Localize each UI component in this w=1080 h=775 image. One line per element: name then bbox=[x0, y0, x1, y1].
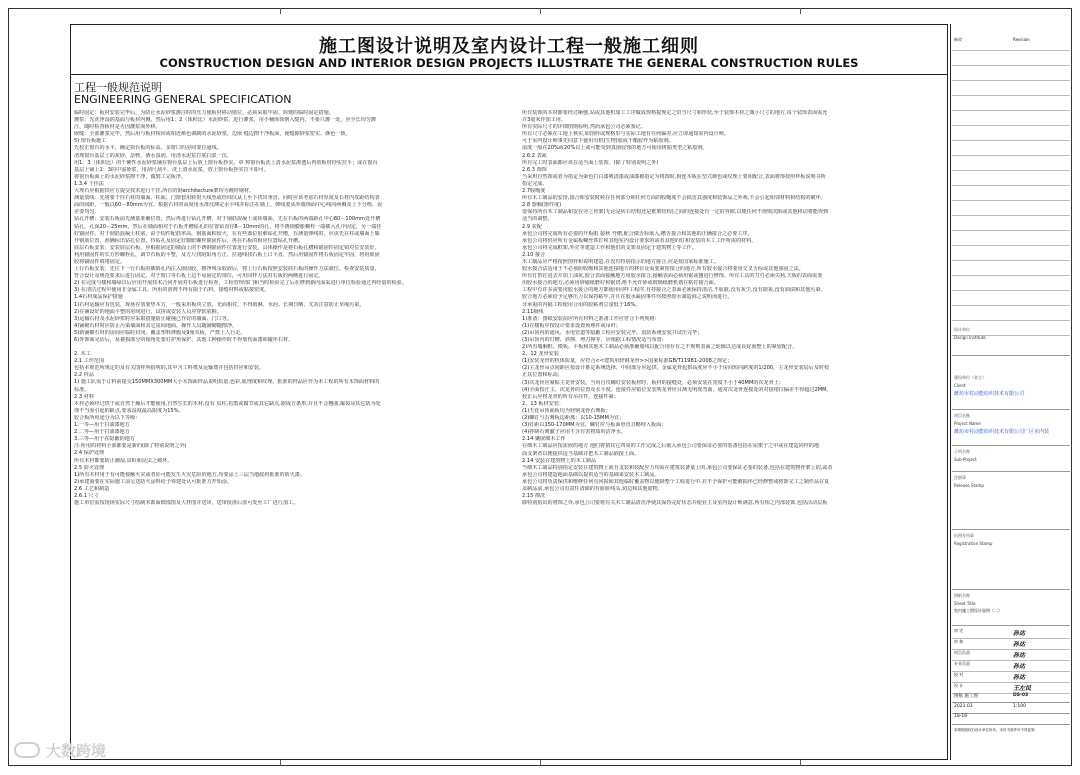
spec-line: 2. 木工 bbox=[74, 351, 91, 358]
stamp-label: 注册章 bbox=[954, 475, 966, 480]
date-row bbox=[952, 703, 1070, 714]
spec-line: 2.3 材料 bbox=[74, 393, 94, 400]
signature-row bbox=[952, 650, 1070, 661]
client-label: 建设单位（业主） bbox=[954, 375, 986, 380]
date-value: 2021.03 bbox=[954, 704, 973, 709]
spec-line: 1)所有木材用于有可能接触火灾或者证可能发生火灾危险的地方,均要涂上三层当地政府批准的防火漆。 bbox=[74, 471, 305, 478]
spec-line: 承包公司将完成所有必要的开板眼 接秋 开槽,配合做舌标嵌入,槽舌接合和其他的正确接合之必要工序。 bbox=[522, 230, 753, 237]
spec-line: 当采用自然饰或者为指定为染色打白漆喷清漆或油漆被指定为将饰时,相连木板在型式颜色或纹理上要相配合,表面将饰按照样板说明书所 bbox=[522, 173, 826, 180]
spec-line: (2)螺钉与石膏板边距离：以10-15MM为宜； bbox=[522, 415, 625, 422]
section-heading-en: ENGINEERING GENERAL SPECIFICATION bbox=[74, 93, 292, 106]
revision-row bbox=[952, 186, 1070, 201]
spec-line: 承包公司将完成框架,外壳等建造工作和他们的支架及固定于建筑物上等工作。 bbox=[522, 244, 697, 251]
designer-label: 设计单位 bbox=[954, 327, 970, 332]
spec-line: 2.14 安装在建筑物上的木工制品 bbox=[522, 457, 597, 464]
spec-line: 3.三等—用于在隐蔽的地方 bbox=[74, 436, 135, 443]
stage-label: 图纸 施工图 bbox=[954, 694, 978, 699]
client-cell bbox=[952, 374, 1070, 410]
spec-line: (3)钉距以150-170MM为宜，螺钉应与板面垂直且略埋入板面； bbox=[522, 422, 667, 429]
signature-row bbox=[952, 661, 1070, 672]
page-value: 18-16 bbox=[954, 714, 968, 719]
spec-line: 2.10 接合 bbox=[522, 251, 546, 258]
spec-column-right bbox=[522, 110, 946, 758]
spec-line: 所有实际尺寸的详细图则标明,然而承包公司必须鉴记。 bbox=[522, 124, 646, 131]
spec-line: (1)在楼板中按设计要求设置预埋件或吊杆； bbox=[522, 322, 621, 329]
watermark-logo-icon bbox=[14, 742, 40, 758]
spec-line: 基层上铺上1：3的中湿砂浆，用刮尺刮平，洗上清水泥浆，放上窗台板抄实拉平即可。 bbox=[74, 166, 269, 173]
spec-line: 2.6 工艺和制造 bbox=[74, 485, 110, 492]
signature-row bbox=[952, 672, 1070, 683]
frame-tick bbox=[800, 760, 801, 766]
signature-row bbox=[952, 639, 1070, 650]
drawing-number: DS-03 bbox=[1013, 693, 1029, 698]
spec-line: 正其位置和标高； bbox=[522, 372, 563, 379]
spec-line: 除特别指出的将饰之外,承包公司要将有关木工制品清洗净使其保持完好状态并使业主及室内设计师满意,所有相之内部装饰,包括活动层板 bbox=[522, 500, 828, 507]
revision-row bbox=[952, 291, 1070, 306]
registration-label: 出图专用章 bbox=[954, 533, 974, 538]
spec-line: 承包公司将供应所有金属板螺丝铁钉和其他室内设计要求的或者其他的钉和安装的木工工作所需的材料。 bbox=[522, 237, 757, 244]
project-cell bbox=[952, 412, 1070, 446]
spec-line: 在细木工制品应按需嵌的地方 他们将猜其它四周的工作完成之后嵌入承包公司要保证必要的装备包括在屋架子之中或在建造同样的地 bbox=[522, 443, 820, 450]
spec-line: 2.14 镶嵌细木工作 bbox=[522, 436, 566, 443]
spec-line: 1.3.4 干挂法 bbox=[74, 180, 104, 187]
spec-line: 测量放线：先将要干挂石材的墙面、柱面、门窗套用转射大线坠或经纬仪从上至下找出垂直。同时应该考虑石材厚度及石材内皮距结构表 bbox=[74, 195, 380, 202]
revision-row bbox=[952, 51, 1070, 66]
title-divider bbox=[70, 74, 948, 75]
spec-line: 理不当而引起的缺点,要求湿度最高限度为15%。 bbox=[74, 407, 184, 414]
spec-line: 2.9 装配 bbox=[522, 223, 542, 230]
revision-header-en: Revision bbox=[1013, 37, 1030, 42]
spec-line: 胶合板所用途分为以下等级： bbox=[74, 414, 141, 421]
spec-line: 所有装饰的木材都要经过砸刨,钻或其他机加工工序做成规格提规定之恰当尺寸和形状,至于装饰木材之微小尺寸的地方,每个装饰表面需允 bbox=[522, 110, 828, 116]
signature: 孙达 bbox=[1013, 630, 1026, 637]
spec-line: 2.15 擦洗 bbox=[522, 493, 546, 500]
spec-line: 2.二等—用于扫油漆地方 bbox=[74, 429, 130, 436]
spec-line: 注，随时检查板材是否因灌浆而外移。 bbox=[74, 124, 161, 131]
spec-line: 胶水接合法适用于不必预防收缩和其他连接地方的移位及需要紧密接合的地方,所有胶水接合将要用交叉舌标或其他加固之法。 bbox=[522, 266, 804, 273]
spec-line: (3)次龙骨应紧贴主龙骨安装。当用自攻螺钉安装板材时，板材的接缝处，必须安装在宽度不小于40MM的次龙骨上； bbox=[522, 379, 784, 386]
signature-role: 设 计 bbox=[954, 683, 964, 688]
spec-line: 用1：3（体积比）的干硬性水泥砂浆铺在窗台基层上后放上窗台板抄实，章 掉窗台板洗上清水泥浆渗透后再放板材抄实拉平；或在窗台 bbox=[74, 159, 378, 166]
spec-line: 2.6.3 饰饰 bbox=[522, 166, 547, 173]
revision-row bbox=[952, 306, 1070, 321]
revision-row bbox=[952, 171, 1070, 186]
spec-line: 4)铺砌石材时应防止污染墙面和其它房间地面，操作人员随铺砌随擦净。 bbox=[74, 322, 238, 329]
signature-role: 专业负责 bbox=[954, 661, 970, 666]
spec-line: (4)全面校正主、次龙骨的位置及水平度。连接件应错位安装明龙骨应目测无明现弯曲，通常次龙骨连接处的对接错位偏差不得超过2MM。 bbox=[522, 386, 832, 393]
spec-line: 注:所用的材料全部都要是新的(除了特别说明之外) bbox=[74, 443, 187, 450]
spec-column-left bbox=[74, 110, 498, 758]
section-heading-cn: 工程一般规范说明 bbox=[74, 81, 162, 94]
spec-line: 底层石板安装：安装底层石板，应根据固定的墙面上的不锈钢锚固件位置进行安装，具体操作是将石板孔槽和锚固件固定销对位安装好， bbox=[74, 244, 380, 251]
spec-line: (1)天花吊顶面板均为轻钢龙骨石膏板； bbox=[522, 407, 611, 414]
spec-line: 符合设计及规范要求后进行固定，对于窗口等石板上边不易固定的部位，可用同样方法对石板的两侧进行固定。 bbox=[74, 273, 324, 280]
subproject-cell bbox=[952, 448, 1070, 472]
signature-role: 项目负责 bbox=[954, 650, 970, 655]
spec-line: 将窗台板面上的水泥砂浆擦干净，做到工完板净。 bbox=[74, 173, 187, 180]
sheet-title-cell bbox=[952, 592, 1070, 626]
page-subtitle: CONSTRUCTION DESIGN AND INTERIOR DESIGN PROJECTS ILLUSTRATE THE GENERAL CONSTRUCTION RULES bbox=[159, 56, 859, 70]
frame-tick bbox=[540, 8, 541, 14]
spec-line: 开钢筋位置，准确标出钻孔位置，待钻孔及固定好膨胀螺栓锚固件后，再在石板的相应位置钻孔开槽。 bbox=[74, 237, 304, 244]
spec-line: 1.4石材成品保护措施 bbox=[74, 294, 123, 301]
spec-line: 利用锚固件的长方形螺栓孔，调节石板的平整，及方尺找阴阳角方正，拉通线找石板上口平直，然后用锚固件将石板固定牢固，将用嵌固 bbox=[74, 251, 380, 258]
spec-line: 差要均匀。 bbox=[74, 209, 100, 216]
spec-line: 包括本规范所规定的及有关图样所指明的,其中含工料费及运输费并包括供应和安装。 bbox=[74, 365, 265, 372]
spec-line: 先校正窗台的水平，确定窗台板的标高，多窗口的房间要拉通线。 bbox=[74, 145, 222, 152]
footer-note bbox=[952, 727, 1070, 747]
spec-line: 2.6.1 尺寸 bbox=[74, 492, 99, 499]
spec-line: (4)拌制石膏腻子应用不含有害物质的洁净水。 bbox=[522, 429, 626, 436]
spec-line: 木工制品应严格按照图样和说明建造,在没有特别指示的地方接合,应是按国家标准施工。 bbox=[522, 258, 719, 265]
spec-line: 1)准备：图纸安装前应所有材料之准备工作应符合下列规格： bbox=[522, 315, 660, 322]
spec-line: 清理窗台基层上的灰砂、杂物，洒水湿润，用清水泥浆打底扫浆一次。 bbox=[74, 152, 232, 159]
spec-line: 2.5 防火处理 bbox=[74, 464, 105, 471]
signature: 王左民 bbox=[1013, 685, 1032, 692]
spec-line: 2.1 工作范围 bbox=[74, 358, 105, 365]
frame-tick bbox=[800, 8, 801, 14]
signature-table bbox=[952, 628, 1070, 694]
client-value: 潍坊市村动能纺织技术有限公司 bbox=[954, 391, 1025, 397]
spec-line: 所有完工时表面都应该在适当面上装饰。(除了特别说明之外) bbox=[522, 159, 659, 166]
spec-line: 灌浆：先洗净湿润基面与板材内侧，然后用1：2（体积比）水泥砂浆，进行灌浆，用小桶徐徐倒入缝内，不要只灌一处，应全长均匀灌 bbox=[74, 117, 376, 124]
spec-line: 2.8 器顺(器件度) bbox=[522, 202, 562, 209]
registration-cell bbox=[952, 532, 1070, 590]
spec-line: 2) 在完成与楼和墙绿以后应用开展技术合同开展对石板进行检查，工程管理部门和当时检验完了后在修到新内面采进行单位检验通过再经量的检验。 bbox=[74, 280, 407, 287]
spec-line: 标准。 bbox=[74, 386, 90, 393]
spec-line: 2.6.2 表面 bbox=[522, 152, 547, 159]
spec-line: 所有钉帮钉进去并加上油灰,胶合表面接触地方用胶水接合,接触表面必须用锯或刨进行修饰。所有工具的刀刃必须尖利,夫板的表面需要 bbox=[522, 273, 823, 280]
spec-line: 1) 施工队需于订料前提交150MMX300MM大小木饰面样品说明质量,色彩,肌理度和纹理。批准的样品应作为本工程的所有木饰面材料的 bbox=[74, 379, 380, 386]
spec-line: 面的间距，一般以60－80mm为宜。根据石材的高度用水准仪测定水平线并标注在墙上，弹线要从外墙饰面中心线向两侧及上下分格，误 bbox=[74, 202, 383, 209]
spec-line: 钻孔开槽：安装石板前先测量准确位置，然后再进行钻孔开槽，对于钢筋混凝土或砖墙面，先在石板的两端距孔中心80－100mm处开槽 bbox=[74, 216, 381, 223]
page-row bbox=[952, 714, 1070, 725]
spec-line: 6)外饰面完活后，易被损部分的棱角处要钉护角保护，其他工种操作时不得划伤面漆和碰坏石材。 bbox=[74, 337, 294, 343]
revision-row bbox=[952, 111, 1070, 126]
spec-line: 许3毫米作加工用。 bbox=[522, 117, 566, 124]
spec-line: 盖制品前,承包公司有责任清除的有脏脏线头,切边和其他废物。 bbox=[522, 485, 663, 492]
stamp-label-en: Release Stamp bbox=[954, 483, 984, 488]
signature-role: 审 定 bbox=[954, 628, 964, 633]
project-label: 项目名称 bbox=[954, 413, 970, 418]
spec-line: 当细木工制品特别指定安装在建筑物上而且支装和装配应力均需在建筑装备量上的,承包公司要保证必要的装备,包括在建筑物骨架上的,或者 bbox=[522, 464, 833, 471]
spec-line: (2)吊顶内的通风、水电管道等隐蔽工程应安装完毕，消防系统安装并试压完毕； bbox=[522, 329, 703, 336]
sheet-title-label: 图纸名称 bbox=[954, 593, 970, 598]
spec-line: 所有木工制品的安排,接合和安装时候在任何部分和任何方面的收缩度不会损害其强度和装饰品之外观,不会引起相邻材料和结构的破坏。 bbox=[522, 195, 826, 202]
client-label-en: Client bbox=[954, 383, 966, 388]
spec-line: (2)主龙骨吊点间距应按设计推定系统选择，中间部分应起拱，金属龙骨起拱高度应不小于房间短向跨度的1/200，主龙骨安装局后及时校 bbox=[522, 365, 830, 372]
signature-row bbox=[952, 628, 1070, 639]
spec-line: 临时固定：板材安装完毕后，为防止水泥砂浆灌注时的压力使板材移动错位，必须采取牢固、简便的临时固定措施。 bbox=[74, 110, 334, 116]
revision-row bbox=[952, 276, 1070, 291]
frame-tick bbox=[540, 760, 541, 766]
revision-row bbox=[952, 246, 1070, 261]
spec-line: 5)新铺砌石材的房间应临时封闭，覆盖塑料薄膜及9厘夹板，严禁上人行走。 bbox=[74, 329, 246, 336]
spec-line: 嵌缝：全部灌浆完毕，然后用与板材相同或相近颜色调制的水泥砂浆，边嵌 缝边擦干净板面，使缝隙砂浆密实、颜色一致。 bbox=[74, 131, 351, 138]
spec-line: 2)所有墙胴框、模板、平板和其他木工制品必须准确划线以配合现存有之不规则表面之轮廓以达成良好而整上的紧密配合。 bbox=[522, 344, 798, 351]
spec-line: 上行石板安装：先往下一行石板的插销孔内注入嵌固胶，擦净残余胶液后，将上行石板按照安装底石板的操作方法就位。检查安装质量， bbox=[74, 266, 380, 273]
page-title: 施工图设计说明及室内设计工程一般施工细则 bbox=[319, 36, 699, 57]
revision-row bbox=[952, 216, 1070, 231]
spec-line: 所有木材都要防止潮湿,虫蛀和昆虫之破坏。 bbox=[74, 457, 173, 464]
spec-line: 面支架者以便提供适当基础并把木工制品嵌接上面。 bbox=[522, 450, 640, 457]
designer-cell bbox=[952, 326, 1070, 356]
spec-line: 指定完成。 bbox=[522, 180, 548, 187]
spec-line: 可于室内设计师事先同意下使用有机(生物)胶或干酯胶作为粘胶剂。 bbox=[522, 138, 674, 145]
spec-line: 2.4 保护处理 bbox=[74, 450, 105, 457]
spec-line: 1.一等—用于扫油漆地方 bbox=[74, 422, 130, 429]
revision-row bbox=[952, 201, 1070, 216]
spec-line: 胶将锚固件填堵固定。 bbox=[74, 258, 125, 265]
scale-value: 1:100 bbox=[1013, 704, 1026, 709]
spec-line: 要保持所有木工制品和安在旁之骨架(无论是砖石结构还是框架结构)之间的连接处有一定的容隙,以便任何不规则沉陷或其他移动将能得到 bbox=[522, 209, 829, 216]
revision-row bbox=[952, 126, 1070, 141]
revision-header: 修改 bbox=[954, 37, 962, 42]
watermark: 大数跨境 bbox=[46, 742, 107, 760]
frame-tick bbox=[280, 760, 281, 766]
spec-line: 湿度一般在20%或20%以上或可能受到真菌侵蚀的地方可使用树脂类型之粘胶剂。 bbox=[522, 145, 708, 152]
spec-line: 大理石应根据供应方提交技术进行干挂,所有的钢architecture架均为镀锌钢材。 bbox=[74, 188, 255, 195]
spec-line: 承包公司将负责保供和维修任何有问损和其他临时覆盖物以便降整个工程进行中,若不予保护可能被损坏已经修整或将饰完工之制作品在复 bbox=[522, 478, 830, 485]
spec-line: 胶合地方必须给予足够压力以保持粘牢,并且在胶水凝固事件均按照胶水制造商之说明而进行。 bbox=[522, 294, 733, 301]
spec-line: 用胶水接合的地方,必须用砂磁纸磨好和锯切,绝不允许砂或玻璃纸磨机划在粘钉接合面。 bbox=[522, 280, 719, 287]
spec-line: 2.2 样品 bbox=[74, 372, 94, 379]
spec-line: 2)承建商要在实际施工前呈送防火涂料给予筹建处认可批准方开始涂。 bbox=[74, 478, 233, 485]
spec-line: 2、12 龙骨安装 bbox=[522, 351, 559, 358]
signature: 孙达 bbox=[1013, 663, 1026, 670]
revision-row bbox=[952, 231, 1070, 246]
spec-line: 适当的调整。 bbox=[522, 216, 553, 223]
spec-line: 工程中有许多需要用胶水接合的地方都使用同样工程序,有持接合之表面必须保持清洁,不肮脏,没有灰尘,没有锯灰,没有油渍和其他污染。 bbox=[522, 287, 826, 294]
spec-line: 好锚固件。对于钢筋混凝土柱梁，由于构件配筋率高，钢筋面积较大，在有些部位很难钻孔开槽，在测量弹线时，应该先在柱或墙面上躲 bbox=[74, 230, 380, 237]
sheet-title-label-en: Sheet Title bbox=[954, 601, 976, 606]
spec-line: 2.7收缩度 bbox=[522, 188, 546, 195]
revision-row bbox=[952, 66, 1070, 81]
revision-table bbox=[952, 36, 1070, 326]
spec-line: 木材必须经过烘干或自然干燥后才能使用,自然生长的木材,没有 虫柱,松散或腐节或其它缺点,锯成方条形,并且不会翘曲,爆裂及其它防为处 bbox=[74, 400, 381, 407]
spec-line: 施工单位需按现场实际尺寸绘制木饰面细部图及大样图并送审，送审批准后放可发至工厂进行加工。 bbox=[74, 500, 299, 507]
signature: 孙达 bbox=[1013, 641, 1026, 648]
frame-tick bbox=[280, 8, 281, 14]
spec-line: 校正后应将龙骨的所有吊挂件，连接件紧； bbox=[522, 393, 619, 400]
spec-line: 2.11级线 bbox=[522, 308, 544, 315]
designer-label-en: Design Institute bbox=[954, 335, 986, 340]
project-value: 潍坊市村动能纺织技术有限公司厂区室内装 bbox=[954, 429, 1050, 435]
spec-line: 3)运输石材及水泥砂浆时应采取措施防止碰撞已作好的墙面、门口等。 bbox=[74, 315, 233, 322]
spec-line: 5) 窗台板施工 bbox=[74, 138, 107, 145]
signature: 孙达 bbox=[1013, 652, 1026, 659]
sheet-title-value: 室内施工图设计说明（二） bbox=[954, 608, 1002, 613]
signature: 孙达 bbox=[1013, 674, 1026, 681]
revision-row bbox=[952, 81, 1070, 96]
spec-line: (1)安装龙骨的机体质量，应符合<<建筑用轻钢龙骨>>国家标准GB/T11981-2008之规定； bbox=[522, 358, 733, 365]
spec-line: 所有尺寸必须在工地上核实,如图样或规格里与实际工地有任何偏差,应立即通知室内设计师。 bbox=[522, 131, 729, 138]
spec-line: (3)吊顶内的灯槽、斜撑、剪刀撑等，应根据工程情况适当布置； bbox=[522, 337, 667, 343]
spec-line: 承包公司将建造地面基础以提供适当的基础来安装木工制品。 bbox=[522, 471, 660, 478]
revision-row bbox=[952, 156, 1070, 171]
spec-line: 2、13 板材安装： bbox=[522, 400, 564, 407]
registration-label-en: Registration Stamp bbox=[954, 541, 993, 546]
spec-line: 3) 在清洁过程中使用非金属工具，所用的溶剂不得有损于石料，接缝材料或粘接密度。 bbox=[74, 287, 270, 294]
spec-line bbox=[74, 344, 498, 351]
spec-line: 钻孔，孔深20－25mm，然后在墙面相对于石板开槽钻孔的位置钻直径8－10mm的孔，将不锈钢膨胀螺栓一端插入孔中固定，另一端挂 bbox=[74, 223, 382, 230]
project-label-en: Project Name bbox=[954, 421, 981, 426]
stage-row bbox=[952, 692, 1070, 703]
signature-role: 审 核 bbox=[954, 639, 964, 644]
revision-row bbox=[952, 96, 1070, 111]
spec-line: 1)石材运输应有包装，现场存放要垫木方，一般采用板块立放，光面相对，不得雨淋、水泡、长期日晒，尤其注意防止草绳污染。 bbox=[74, 301, 365, 308]
spec-line: 2)在铺设好的地面平整的房间进行，试拼或安装人员应穿软底鞋。 bbox=[74, 308, 222, 315]
subproject-label-en: Sub-Project bbox=[954, 457, 977, 462]
revision-row bbox=[952, 141, 1070, 156]
footer-note-text: 本图纸版权归设计单位所有，未经书面许可不得复制 bbox=[954, 728, 1035, 732]
signature-role: 校 对 bbox=[954, 672, 964, 677]
revision-row bbox=[952, 261, 1070, 276]
subproject-label: 子项名称 bbox=[954, 449, 970, 454]
spec-line: 非承重的内隔工程使用合用的胶粘剂总量低于16%。 bbox=[522, 301, 641, 308]
stamp-cell bbox=[952, 474, 1070, 530]
